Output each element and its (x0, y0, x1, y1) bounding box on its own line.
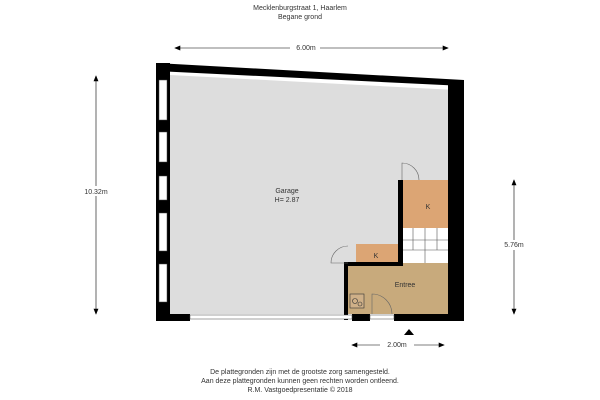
dim-left-height: 10.32m (84, 189, 108, 196)
dim-bottom-width: 2.00m (387, 342, 407, 349)
copyright-line: R.M. Vastgoedpresentatie © 2018 (247, 387, 353, 394)
meter-cabinet (350, 294, 364, 308)
cupboard-1-label: K (425, 204, 431, 211)
dim-top-width: 6.00m (296, 45, 316, 52)
entrance-label: Entree (394, 282, 416, 289)
left-windows (159, 80, 167, 302)
entrance-arrow-icon (404, 329, 414, 335)
address-title: Mecklenburgstraat 1, Haarlem (253, 5, 347, 12)
garage-label: Garage (275, 188, 299, 195)
cupboard-2-label: K (373, 253, 379, 260)
dim-right-height: 5.76m (504, 242, 524, 249)
garage-door (190, 315, 352, 319)
disclaimer-line-1: De plattegronden zijn met de grootste zorg samengesteld. (210, 369, 390, 376)
garage-height-label: H= 2.87 (274, 197, 300, 204)
floor-title: Begane grond (278, 14, 322, 21)
disclaimer-line-2: Aan deze plattegronden kunnen geen rechten worden ontleend. (201, 378, 399, 385)
entrance-door-opening (370, 315, 394, 319)
